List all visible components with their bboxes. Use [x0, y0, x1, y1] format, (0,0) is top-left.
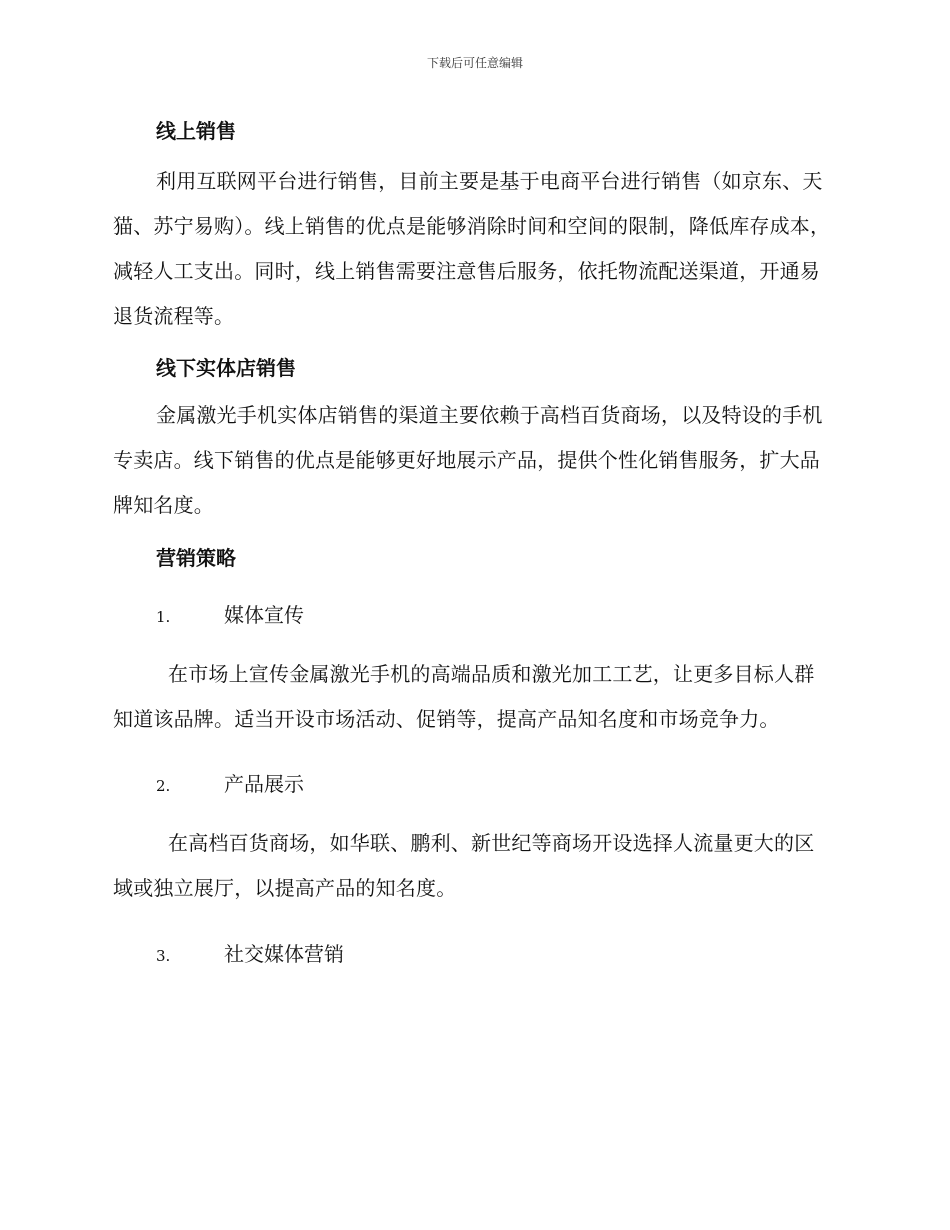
list-title: 媒体宣传	[224, 603, 304, 627]
list-number: 3.	[156, 947, 171, 965]
list-title: 社交媒体营销	[224, 942, 344, 966]
list-number: 2.	[156, 777, 171, 795]
paragraph-display: 在高档百货商场，如华联、鹏利、新世纪等商场开设选择人流量更大的区域或独立展厅，以提高产品的知名度。	[113, 831, 815, 900]
section-heading-online: 线上销售	[156, 119, 236, 143]
section-heading-offline: 线下实体店销售	[156, 356, 296, 380]
list-item-3	[113, 939, 833, 971]
list-item-2	[113, 769, 833, 801]
list-title: 产品展示	[224, 772, 304, 796]
list-number: 1.	[156, 608, 171, 626]
paragraph-offline: 金属激光手机实体店销售的渠道主要依赖于高档百货商场，以及特设的手机专卖店。线下销售的优点是能够更好地展示产品，提供个性化销售服务，扩大品牌知名度。	[113, 403, 823, 517]
list-item-1	[113, 600, 833, 632]
document-body	[113, 113, 833, 971]
paragraph-online: 利用互联网平台进行销售，目前主要是基于电商平台进行销售（如京东、天猫、苏宁易购）。线上销售的优点是能够消除时间和空间的限制，降低库存成本，减轻人工支出。同时，线上销售需要注意售后服务，依托物流配送渠道，开通易退货流程等。	[113, 169, 831, 328]
paragraph-media: 在市场上宣传金属激光手机的高端品质和激光加工工艺，让更多目标人群知道该品牌。适当开设市场活动、促销等，提高产品知名度和市场竞争力。	[113, 662, 815, 731]
section-heading-marketing: 营销策略	[156, 546, 236, 570]
header-note: 下载后可任意编辑	[426, 56, 523, 70]
